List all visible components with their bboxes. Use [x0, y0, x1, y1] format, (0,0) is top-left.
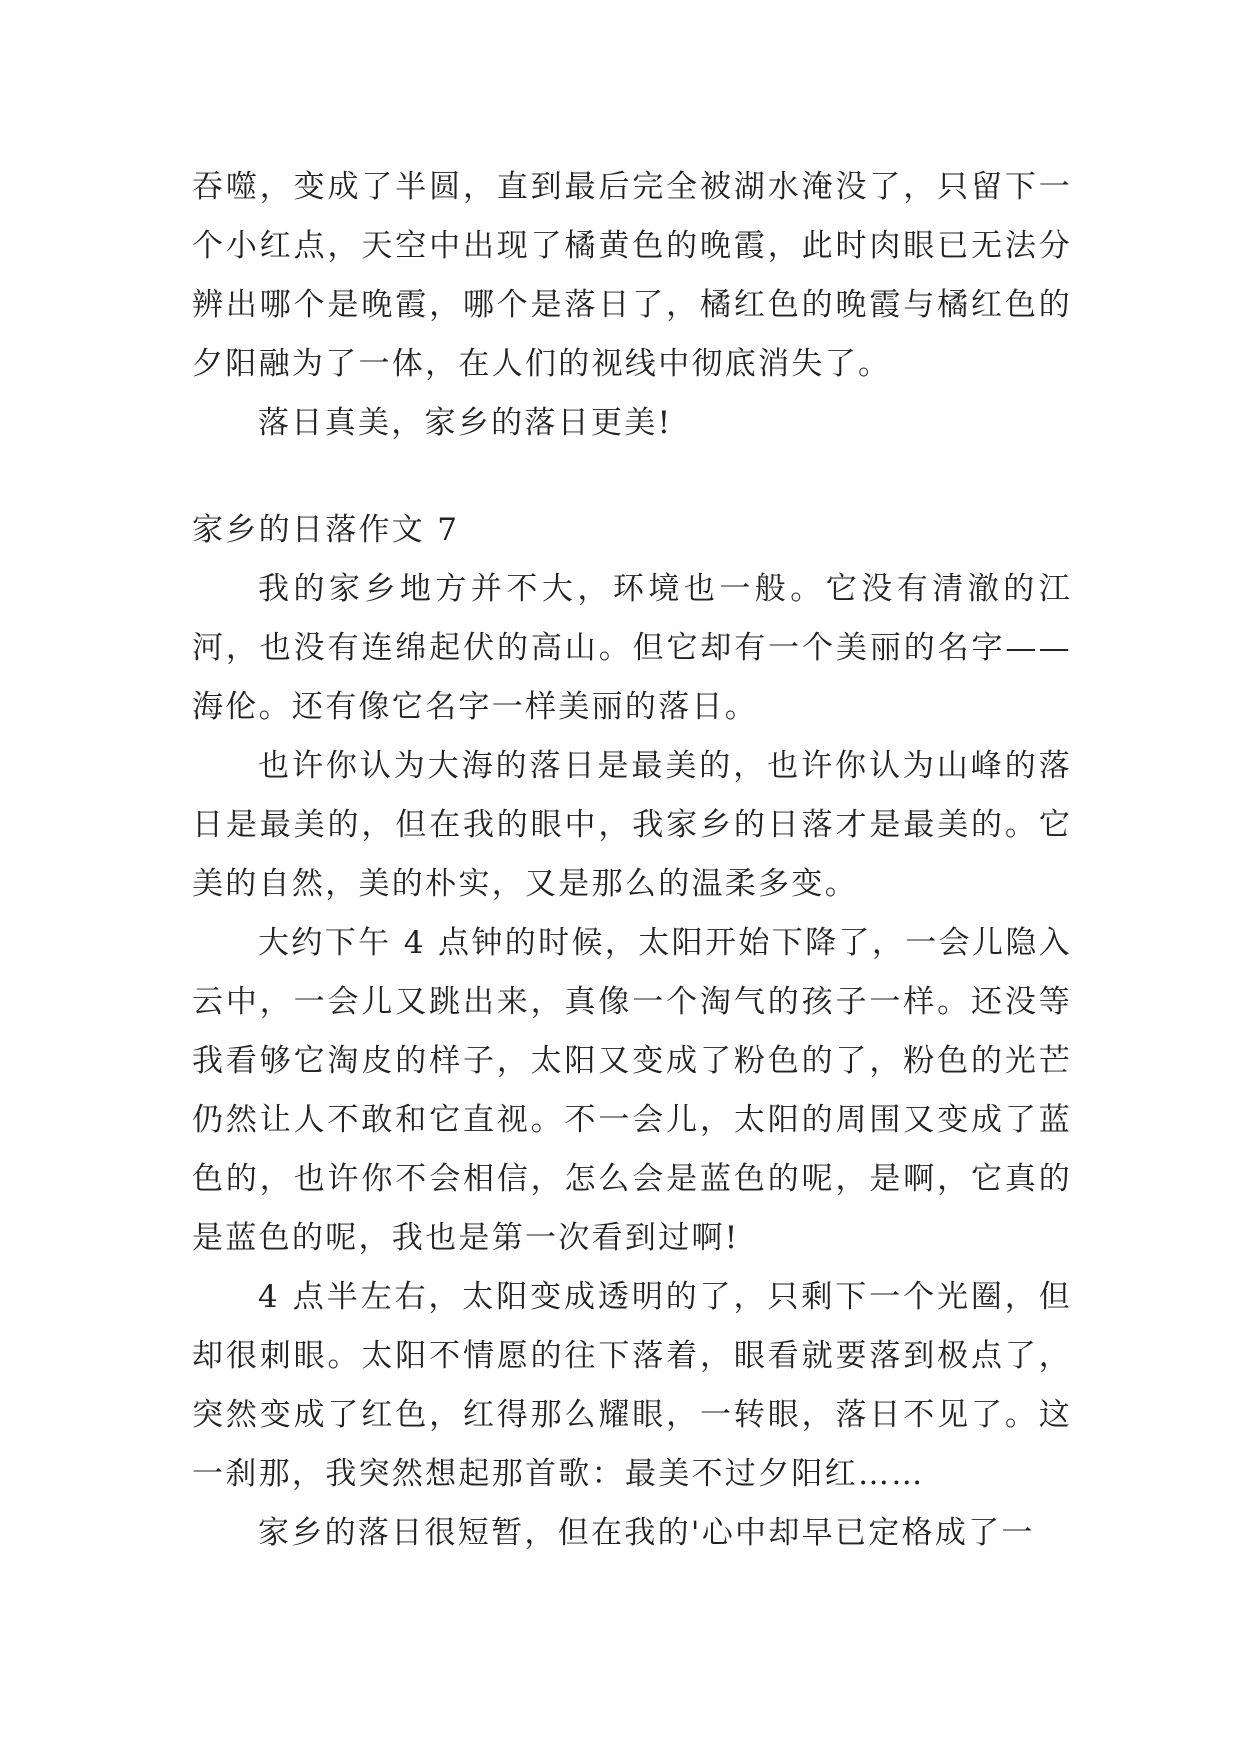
document-body — [192, 158, 1072, 1563]
paragraph-four-oclock: 大约下午 4 点钟的时候，太阳开始下降了，一会儿隐入云中，一会儿又跳出来，真像一个淘气的孩子一样。还没等我看够它淘皮的样子，太阳又变成了粉色的了，粉色的光芒仍然让人不敢和它直视。不一会儿，太阳的周围又变成了蓝色的，也许你不会相信，怎么会是蓝色的呢，是啊，它真的是蓝色的呢，我也是第一次看到过啊! — [192, 925, 1072, 1256]
paragraph-hometown-intro: 我的家乡地方并不大，环境也一般。它没有清澈的江河，也没有连绵起伏的高山。但它却有一个美丽的名字——海伦。还有像它名字一样美丽的落日。 — [192, 571, 1072, 725]
paragraph-most-beautiful: 也许你认为大海的落日是最美的，也许你认为山峰的落日是最美的，但在我的眼中，我家乡的日落才是最美的。它美的自然，美的朴实，又是那么的温柔多变。 — [192, 748, 1072, 902]
section-title: 家乡的日落作文 7 — [192, 512, 460, 548]
paragraph-continuation: 吞噬，变成了半圆，直到最后完全被湖水淹没了，只留下一个小红点，天空中出现了橘黄色的晚霞，此时肉眼已无法分辨出哪个是晚霞，哪个是落日了，橘红色的晚霞与橘红色的夕阳融为了一体，在人们的视线中彻底消失了。 — [192, 169, 1072, 382]
paragraph-short-sunset: 家乡的落日很短暂，但在我的'心中却早已定格成了一 — [258, 1515, 1035, 1551]
paragraph-half-past-four: 4 点半左右，太阳变成透明的了，只剩下一个光圈，但却很刺眼。太阳不情愿的往下落着，眼看就要落到极点了，突然变成了红色，红得那么耀眼，一转眼，落日不见了。这一刹那，我突然想起那首歌：最美不过夕阳红…… — [192, 1279, 1072, 1492]
paragraph-closing-remark: 落日真美，家乡的落日更美! — [258, 405, 673, 441]
